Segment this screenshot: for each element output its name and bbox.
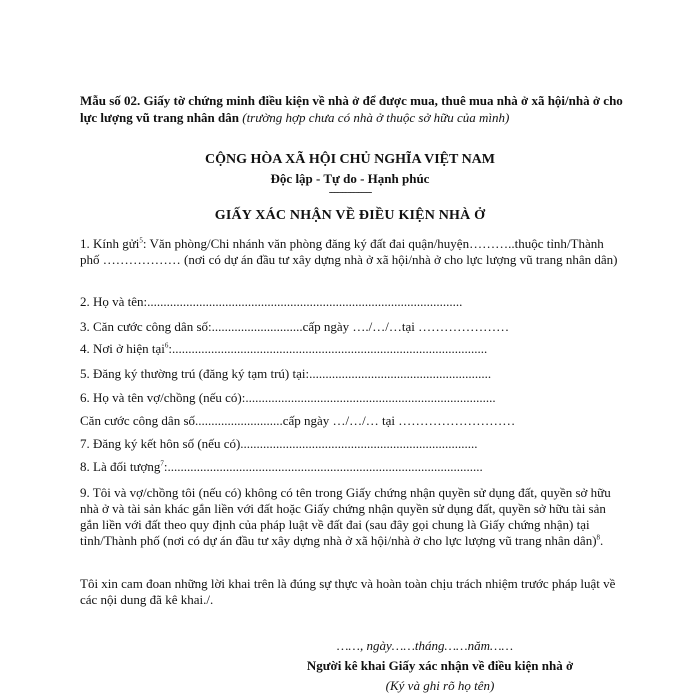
field-item-6: 6. Họ và tên vợ/chồng (nếu có):............................................................................. (80, 390, 496, 405)
field-item-5: 5. Đăng ký thường trú (đăng ký tạm trú) tại:........................................................ (80, 366, 492, 381)
nation-motto: Độc lập - Tự do - Hạnh phúc (270, 171, 430, 186)
item1-text: 1. Kính gửi (80, 236, 140, 251)
form-header (80, 92, 625, 126)
item1-text-rest: : Văn phòng/Chi nhánh văn phòng đăng ký đất đai quận/huyện………..thuộc tỉnh/Thành phố ……………… (nơi có dự án đầu tư xây dựng nhà ở xã hội/nhà ở cho lực lượng vũ trang nhân dân) (80, 236, 618, 267)
signer-title: Người kê khai Giấy xác nhận về điều kiện nhà ở (306, 658, 574, 673)
date-line: ……, ngày……tháng……năm…… (336, 638, 514, 653)
field-item-4 (80, 341, 620, 357)
field-item-7: 7. Đăng ký kết hôn số (nếu có)......................................................................... (80, 436, 478, 451)
item8-dots: :................................................................................................. (163, 459, 483, 474)
item4-text: 4. Nơi ở hiện tại (80, 341, 165, 356)
field-item-3: 3. Căn cước công dân số:............................cấp ngày …./…/…tại ………………… (80, 319, 510, 334)
commitment-paragraph: Tôi xin cam đoan những lời khai trên là đúng sự thực và hoàn toàn chịu trách nhiệm trước pháp luật về các nội dung đã kê khai./. (80, 576, 616, 607)
field-item-1 (80, 236, 620, 268)
field-item-2: 2. Họ và tên:................................................................................................. (80, 294, 463, 309)
form-note: (trường hợp chưa có nhà ở thuộc sở hữu của mình) (242, 110, 510, 125)
footnote-ref-8: 8 (596, 533, 601, 542)
item9-text: 9. Tôi và vợ/chồng tôi (nếu có) không có tên trong Giấy chứng nhận quyền sử dụng đất, quyền sở hữu nhà ở và tài sản khác gắn liền với đất hoặc Giấy chứng nhận quyền sử dụng đất, quyền sở hữu tài sản gắn liền với đất theo quy định của pháp luật về đất đai (sau đây gọi chung là Giấy chứng nhận) tại tỉnh/Thành phố (nơi có dự án đầu tư xây dựng nhà ở xã hội/nhà ở cho lực lượng vũ trang nhân dân) (80, 485, 611, 548)
footnote-ref-7: 7 (160, 459, 164, 468)
divider-rule: ---------------- (328, 186, 372, 198)
field-item-8 (80, 459, 620, 475)
item4-dots: :................................................................................................. (168, 341, 488, 356)
document-title: GIẤY XÁC NHẬN VỀ ĐIỀU KIỆN NHÀ Ở (214, 208, 486, 223)
spouse-id-line: Căn cước công dân số...........................cấp ngày …/…/… tại ……………………… (80, 413, 516, 428)
item8-text: 8. Là đối tượng (80, 459, 161, 474)
footnote-ref-5: 5 (139, 236, 143, 245)
footnote-ref-6: 6 (164, 341, 169, 350)
item9-end: . (600, 533, 604, 548)
signature-instruction: (Ký và ghi rõ họ tên) (385, 678, 495, 693)
form-title: Mẫu số 02. Giấy tờ chứng minh điều kiện về nhà ở để được mua, thuê mua nhà ở xã hội/nhà ở cho lực lượng vũ trang nhân dân (80, 93, 623, 125)
field-item-9 (80, 485, 620, 549)
nation-name: CỘNG HÒA XÃ HỘI CHỦ NGHĨA VIỆT NAM (204, 152, 495, 167)
